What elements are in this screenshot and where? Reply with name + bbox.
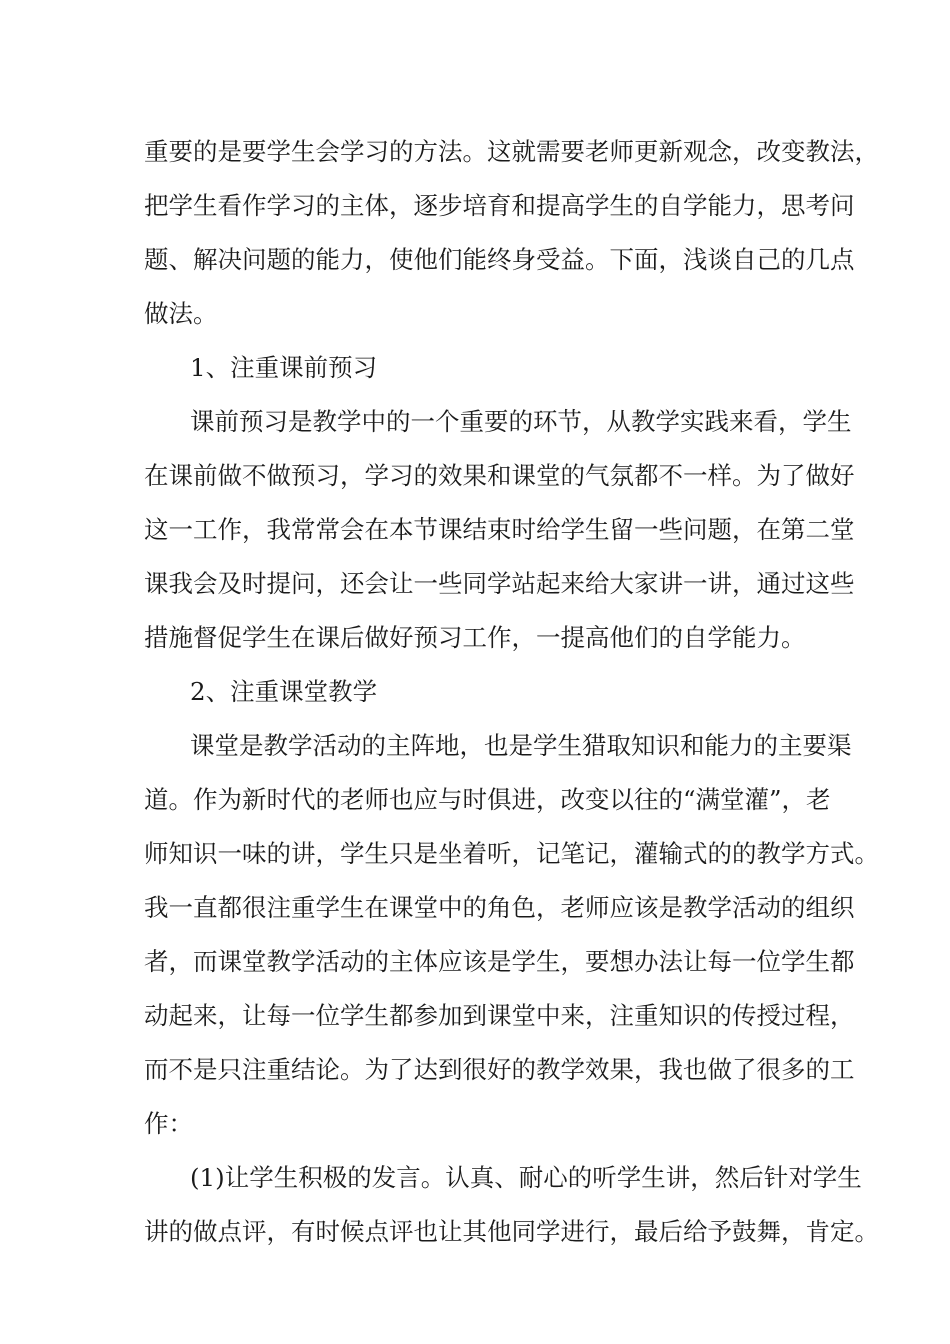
- paragraph-line: 把学生看作学习的主体，逐步培育和提高学生的自学能力，思考问: [144, 191, 855, 220]
- paragraph-line: 者，而课堂教学活动的主体应该是学生，要想办法让每一位学生都: [144, 947, 855, 976]
- paragraph-line: 措施督促学生在课后做好预习工作，一提高他们的自学能力。: [144, 623, 806, 652]
- paragraph-line: 动起来，让每一位学生都参加到课堂中来，注重知识的传授过程，: [144, 1001, 855, 1030]
- list-item-line: (1)让学生积极的发言。认真、耐心的听学生讲，然后针对学生: [190, 1163, 862, 1192]
- paragraph-line: 师知识一味的讲，学生只是坐着听，记笔记，灌输式的的教学方式。: [144, 839, 879, 868]
- paragraph-line: 重要的是要学生会学习的方法。这就需要老师更新观念，改变教法，: [144, 137, 879, 166]
- paragraph-line: 题、解决问题的能力，使他们能终身受益。下面，浅谈自己的几点: [144, 245, 855, 274]
- paragraph-line: 这一工作，我常常会在本节课结束时给学生留一些问题，在第二堂: [144, 515, 855, 544]
- section-heading-classroom: 2、注重课堂教学: [190, 677, 378, 706]
- paragraph-line: 课我会及时提问，还会让一些同学站起来给大家讲一讲，通过这些: [144, 569, 855, 598]
- paragraph-line: 课堂是教学活动的主阵地，也是学生猎取知识和能力的主要渠: [190, 731, 852, 760]
- paragraph-line: 做法。: [144, 299, 218, 328]
- paragraph-line: 作：: [144, 1109, 193, 1138]
- paragraph-line: 在课前做不做预习，学习的效果和课堂的气氛都不一样。为了做好: [144, 461, 855, 490]
- paragraph-line: 课前预习是教学中的一个重要的环节，从教学实践来看，学生: [190, 407, 852, 436]
- section-heading-preview: 1、注重课前预习: [190, 353, 378, 382]
- paragraph-line: 讲的做点评，有时候点评也让其他同学进行，最后给予鼓舞，肯定。: [144, 1217, 879, 1246]
- paragraph-line: 道。作为新时代的老师也应与时俱进，改变以往的“满堂灌”，老: [144, 785, 831, 814]
- paragraph-line: 我一直都很注重学生在课堂中的角色，老师应该是教学活动的组织: [144, 893, 855, 922]
- paragraph-line: 而不是只注重结论。为了达到很好的教学效果，我也做了很多的工: [144, 1055, 855, 1084]
